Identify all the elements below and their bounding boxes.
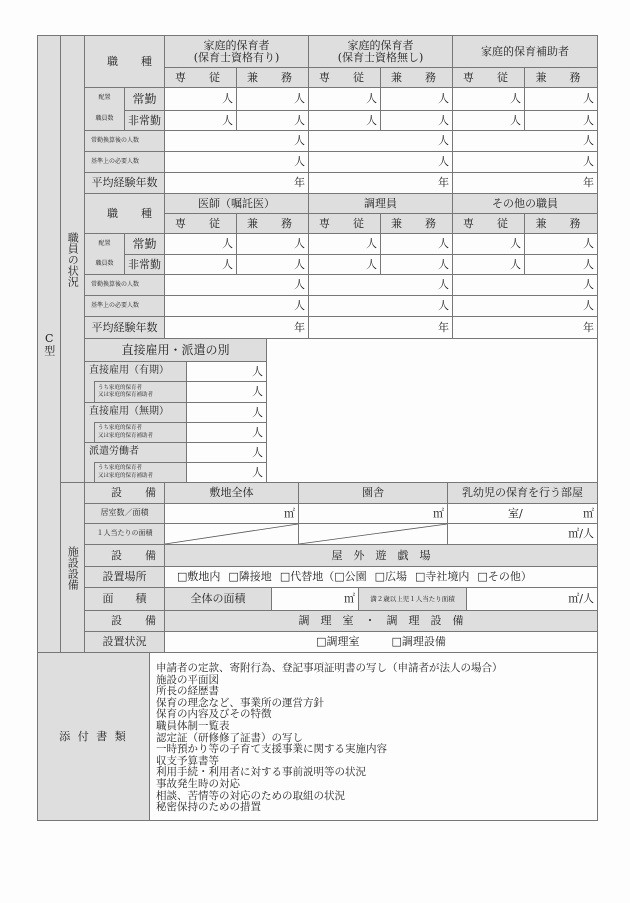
checkbox-square[interactable]: □広場 [374, 570, 408, 584]
subheader-concurrent: 兼 務 [236, 67, 309, 88]
attachment-item: 事故発生時の対応 [156, 777, 240, 790]
unit-year: 年 [438, 176, 449, 190]
col-title-line2: (保育士資格有り) [193, 50, 280, 64]
input-cell[interactable] [308, 295, 453, 317]
employment-row-indefinite: 直接雇用（無期） [84, 402, 187, 423]
input-cell[interactable] [186, 381, 267, 403]
outdoor-play-area-title: 屋 外 遊 戯 場 [164, 544, 598, 567]
unit-person: 人 [583, 237, 594, 251]
unit-person: 人 [294, 278, 305, 292]
unit-person: 人 [294, 113, 305, 127]
unit-person: 人 [294, 257, 305, 271]
area-label: 面 積 [84, 587, 165, 611]
input-cell[interactable] [380, 110, 453, 131]
attachment-item: 相談、苦情等の対応のための取組の状況 [156, 789, 345, 802]
unit-person: 人 [366, 257, 377, 271]
unit-person: 人 [252, 364, 263, 378]
unit-year: 年 [294, 320, 305, 334]
input-cell[interactable] [164, 503, 299, 524]
input-cell[interactable] [186, 442, 267, 463]
attachment-item: 所長の経歴書 [156, 685, 219, 698]
unit-year: 年 [583, 176, 594, 190]
input-cell[interactable] [524, 254, 598, 275]
attachment-item: 一時預かり等の子育て支援事業に関する実施内容 [156, 743, 387, 756]
input-cell[interactable] [164, 172, 309, 194]
input-cell[interactable] [164, 130, 309, 152]
input-cell[interactable] [308, 151, 453, 173]
facility-section-label: 施設設備 [66, 545, 80, 590]
input-cell[interactable] [308, 130, 453, 152]
input-cell[interactable] [186, 361, 267, 382]
col-header-doctor: 医師（嘱託医） [164, 193, 309, 214]
unit-person: 人 [583, 92, 594, 106]
col-title-line2: (保育士資格無し) [337, 50, 424, 64]
row-label-fulltime: 常勤 [124, 233, 165, 255]
unit-room: 室/ [508, 506, 523, 520]
unit-person: 人 [366, 237, 377, 251]
unit-person: 人 [583, 278, 594, 292]
input-cell[interactable] [186, 402, 267, 423]
subheader-concurrent: 兼 務 [524, 67, 598, 88]
employment-row-dispatched: 派遣労働者 [84, 442, 187, 463]
location-options [164, 566, 598, 588]
col-header-room: 乳幼児の保育を行う部屋 [447, 482, 598, 504]
unit-person: 人 [510, 257, 521, 271]
placement-bottom: 職員数 [95, 115, 114, 123]
input-cell[interactable] [524, 87, 598, 111]
row-label-parttime: 非常勤 [124, 110, 165, 131]
unit-year: 年 [294, 176, 305, 190]
row-label-avg-years: 平均経験年数 [84, 316, 165, 339]
attachment-item: 保育の理念など、事業所の運営方針 [156, 696, 324, 709]
checkbox-other[interactable]: □その他） [477, 570, 532, 584]
subheader-concurrent: 兼 務 [524, 213, 598, 234]
input-cell[interactable] [380, 254, 453, 275]
checkbox-adjacent[interactable]: □隣接地 [228, 570, 272, 584]
row-label-parttime: 非常勤 [124, 254, 165, 275]
unit-person: 人 [438, 134, 449, 148]
employment-blank-area [266, 338, 598, 483]
attachment-item: 申請者の定款、寄附行為、登記事項証明書の写し（申請者が法人の場合） [156, 662, 503, 674]
col-header-nursery-assistant [452, 35, 598, 68]
unit-sqm: ㎡ [344, 592, 355, 606]
subheader-full: 専 従 [452, 67, 525, 88]
input-cell[interactable] [452, 151, 598, 173]
input-cell[interactable] [164, 151, 309, 173]
col-title-line1: 家庭的保育補助者 [481, 44, 569, 58]
unit-person: 人 [583, 299, 594, 313]
input-cell[interactable] [236, 254, 309, 275]
unit-person: 人 [294, 237, 305, 251]
unit-sqm: ㎡ [284, 506, 295, 520]
sub-label-line2: 又は家庭的保育補助者 [98, 472, 154, 479]
employment-subrow-indefinite [94, 422, 187, 443]
subheader-full: 専 従 [164, 213, 237, 234]
input-cell[interactable] [164, 87, 237, 111]
unit-person: 人 [438, 92, 449, 106]
sub-label-line1: うち家庭的保育者 [98, 384, 143, 391]
input-cell[interactable] [308, 254, 381, 275]
placement-label-1 [84, 87, 125, 131]
employment-subrow-dispatched [94, 462, 187, 483]
job-type-label: 職 種 [107, 54, 158, 68]
unit-person: 人 [438, 155, 449, 169]
input-cell[interactable] [164, 295, 309, 317]
unit-sqm-per-person: ㎡/人 [568, 592, 594, 606]
unit-person: 人 [438, 257, 449, 271]
unit-person: 人 [438, 278, 449, 292]
unit-person: 人 [252, 425, 263, 439]
row-label-avg-years: 平均経験年数 [84, 172, 165, 194]
input-cell[interactable] [271, 587, 359, 611]
input-cell[interactable] [452, 254, 525, 275]
placement-label-2 [84, 233, 125, 275]
type-label-cell [37, 35, 61, 653]
attachment-item: 職員体制一覧表 [156, 719, 230, 732]
employment-row-fixed-term: 直接雇用（有期） [84, 361, 187, 382]
subheader-full: 専 従 [452, 213, 525, 234]
input-cell[interactable] [308, 172, 453, 194]
input-cell[interactable] [452, 316, 598, 339]
input-cell[interactable] [308, 316, 453, 339]
equipment-label: 設 備 [84, 610, 165, 632]
unit-person: 人 [222, 237, 233, 251]
checkbox-kitchen-equipment[interactable]: □調理設備 [391, 635, 446, 649]
unit-year: 年 [438, 320, 449, 334]
employment-subrow-fixed-term [94, 381, 187, 403]
input-cell[interactable] [186, 422, 267, 443]
row-label-required: 基準上の必要人数 [84, 295, 165, 317]
staff-section-label-cell [60, 35, 85, 483]
equipment-label: 設 備 [84, 544, 165, 567]
disabled-cell [164, 523, 299, 545]
unit-person: 人 [510, 113, 521, 127]
input-cell[interactable] [452, 110, 525, 131]
unit-person: 人 [252, 385, 263, 399]
attachments-label-cell [37, 652, 150, 821]
row-label-converted: 常勤換算後の人数 [84, 274, 165, 296]
attachment-item: 秘密保持のための措置 [156, 801, 261, 814]
unit-person: 人 [438, 299, 449, 313]
subheader-full: 専 従 [308, 213, 381, 234]
unit-sqm-per-person: ㎡/人 [568, 527, 594, 541]
unit-sqm: ㎡ [583, 506, 594, 520]
kitchen-title: 調 理 室 ・ 調 理 設 備 [164, 610, 598, 632]
input-cell[interactable] [236, 233, 309, 255]
unit-person: 人 [583, 113, 594, 127]
input-cell[interactable] [308, 233, 381, 255]
col-header-other-staff: その他の職員 [452, 193, 598, 214]
job-type-header-2 [84, 193, 165, 234]
input-cell[interactable] [164, 274, 309, 296]
unit-person: 人 [294, 155, 305, 169]
sub-label-line2: 又は家庭的保育補助者 [98, 432, 154, 439]
unit-person: 人 [294, 299, 305, 313]
unit-person: 人 [252, 445, 263, 459]
input-cell[interactable] [164, 254, 237, 275]
input-cell[interactable] [380, 87, 453, 111]
facility-section-label-cell [60, 482, 85, 653]
employment-header: 直接雇用・派遣の別 [84, 338, 267, 362]
input-cell[interactable] [447, 503, 598, 524]
per-person-label: １人当たりの面積 [84, 523, 165, 545]
input-cell[interactable] [380, 233, 453, 255]
input-cell[interactable] [524, 110, 598, 131]
subheader-full: 専 従 [164, 67, 237, 88]
subheader-concurrent: 兼 務 [380, 67, 453, 88]
unit-sqm: ㎡ [433, 506, 444, 520]
row-label-converted: 常勤換算後の人数 [84, 130, 165, 152]
input-cell[interactable] [236, 110, 309, 131]
unit-person: 人 [510, 92, 521, 106]
col-header-nursery-qualified [164, 35, 309, 68]
attachments-list [149, 652, 598, 821]
rooms-area-label: 居室数／面積 [84, 503, 165, 524]
unit-year: 年 [583, 320, 594, 334]
input-cell[interactable] [466, 587, 598, 611]
unit-person: 人 [294, 134, 305, 148]
input-cell[interactable] [164, 233, 237, 255]
unit-person: 人 [252, 465, 263, 479]
input-cell[interactable] [164, 110, 237, 131]
total-area-label: 全体の面積 [164, 587, 272, 611]
unit-person: 人 [510, 237, 521, 251]
attachment-item: 保育の内容及びその特徴 [156, 708, 272, 721]
input-cell[interactable] [452, 130, 598, 152]
checkbox-onsite[interactable]: □敷地内 [177, 570, 221, 584]
row-label-fulltime: 常勤 [124, 87, 165, 111]
input-cell[interactable] [524, 233, 598, 255]
placement-top: 配置 [98, 94, 111, 102]
sub-label-line1: うち家庭的保育者 [98, 465, 143, 472]
row-label-required: 基準上の必要人数 [84, 151, 165, 173]
unit-person: 人 [438, 113, 449, 127]
input-cell[interactable] [452, 172, 598, 194]
unit-person: 人 [366, 92, 377, 106]
unit-person: 人 [222, 92, 233, 106]
staff-section-label: 職員の状況 [66, 231, 80, 287]
subheader-concurrent: 兼 務 [380, 213, 453, 234]
input-cell[interactable] [186, 462, 267, 483]
per-child-label: 満２歳以上児１人当たり面積 [358, 587, 467, 611]
input-cell[interactable] [236, 87, 309, 111]
kitchen-options [164, 631, 598, 653]
unit-person: 人 [252, 405, 263, 419]
col-header-building: 園舎 [298, 482, 448, 504]
unit-person: 人 [294, 92, 305, 106]
col-title-line1: 家庭的保育者 [203, 38, 270, 52]
subheader-concurrent: 兼 務 [236, 213, 309, 234]
input-cell[interactable] [452, 295, 598, 317]
sub-label-line2: 又は家庭的保育補助者 [98, 392, 154, 398]
job-type-label: 職 種 [107, 206, 158, 220]
input-cell[interactable] [447, 523, 598, 545]
subheader-full: 専 従 [308, 67, 381, 88]
equipment-label: 設 備 [84, 482, 165, 504]
input-cell[interactable] [308, 274, 453, 296]
checkbox-kitchen-room[interactable]: □調理室 [316, 635, 360, 649]
unit-person: 人 [222, 257, 233, 271]
input-cell[interactable] [452, 274, 598, 296]
col-title-line1: 家庭的保育者 [347, 38, 414, 52]
attachment-item: 収支予算書等 [156, 754, 219, 767]
input-cell[interactable] [452, 233, 525, 255]
attachment-item: 認定証（研修修了証書）の写し [156, 731, 303, 744]
attachment-item: 利用手続・利用者に対する事前説明等の状況 [156, 766, 366, 779]
input-cell[interactable] [308, 87, 381, 111]
unit-person: 人 [583, 257, 594, 271]
sub-label-line1: うち家庭的保育者 [98, 425, 143, 432]
input-cell[interactable] [164, 316, 309, 339]
placement-top: 配置 [98, 239, 111, 247]
type-label: C型 [42, 332, 56, 356]
col-header-nursery-unqualified [308, 35, 453, 68]
input-cell[interactable] [308, 110, 381, 131]
job-type-header-1 [84, 35, 165, 88]
unit-person: 人 [583, 134, 594, 148]
input-cell[interactable] [298, 503, 448, 524]
col-header-cook: 調理員 [308, 193, 453, 214]
attachments-label: 添 付 書 類 [59, 729, 128, 743]
location-label: 設置場所 [84, 566, 165, 588]
attachment-item: 施設の平面図 [156, 673, 219, 686]
unit-person: 人 [222, 113, 233, 127]
input-cell[interactable] [452, 87, 525, 111]
unit-person: 人 [583, 155, 594, 169]
checkbox-alternative-park[interactable]: □代替地（□公園 [279, 570, 367, 584]
status-label: 設置状況 [84, 631, 165, 653]
unit-person: 人 [366, 113, 377, 127]
disabled-cell [298, 523, 448, 545]
placement-bottom: 職員数 [95, 259, 114, 267]
unit-person: 人 [438, 237, 449, 251]
checkbox-temple-grounds[interactable]: □寺社境内 [415, 570, 470, 584]
col-header-site: 敷地全体 [164, 482, 299, 504]
